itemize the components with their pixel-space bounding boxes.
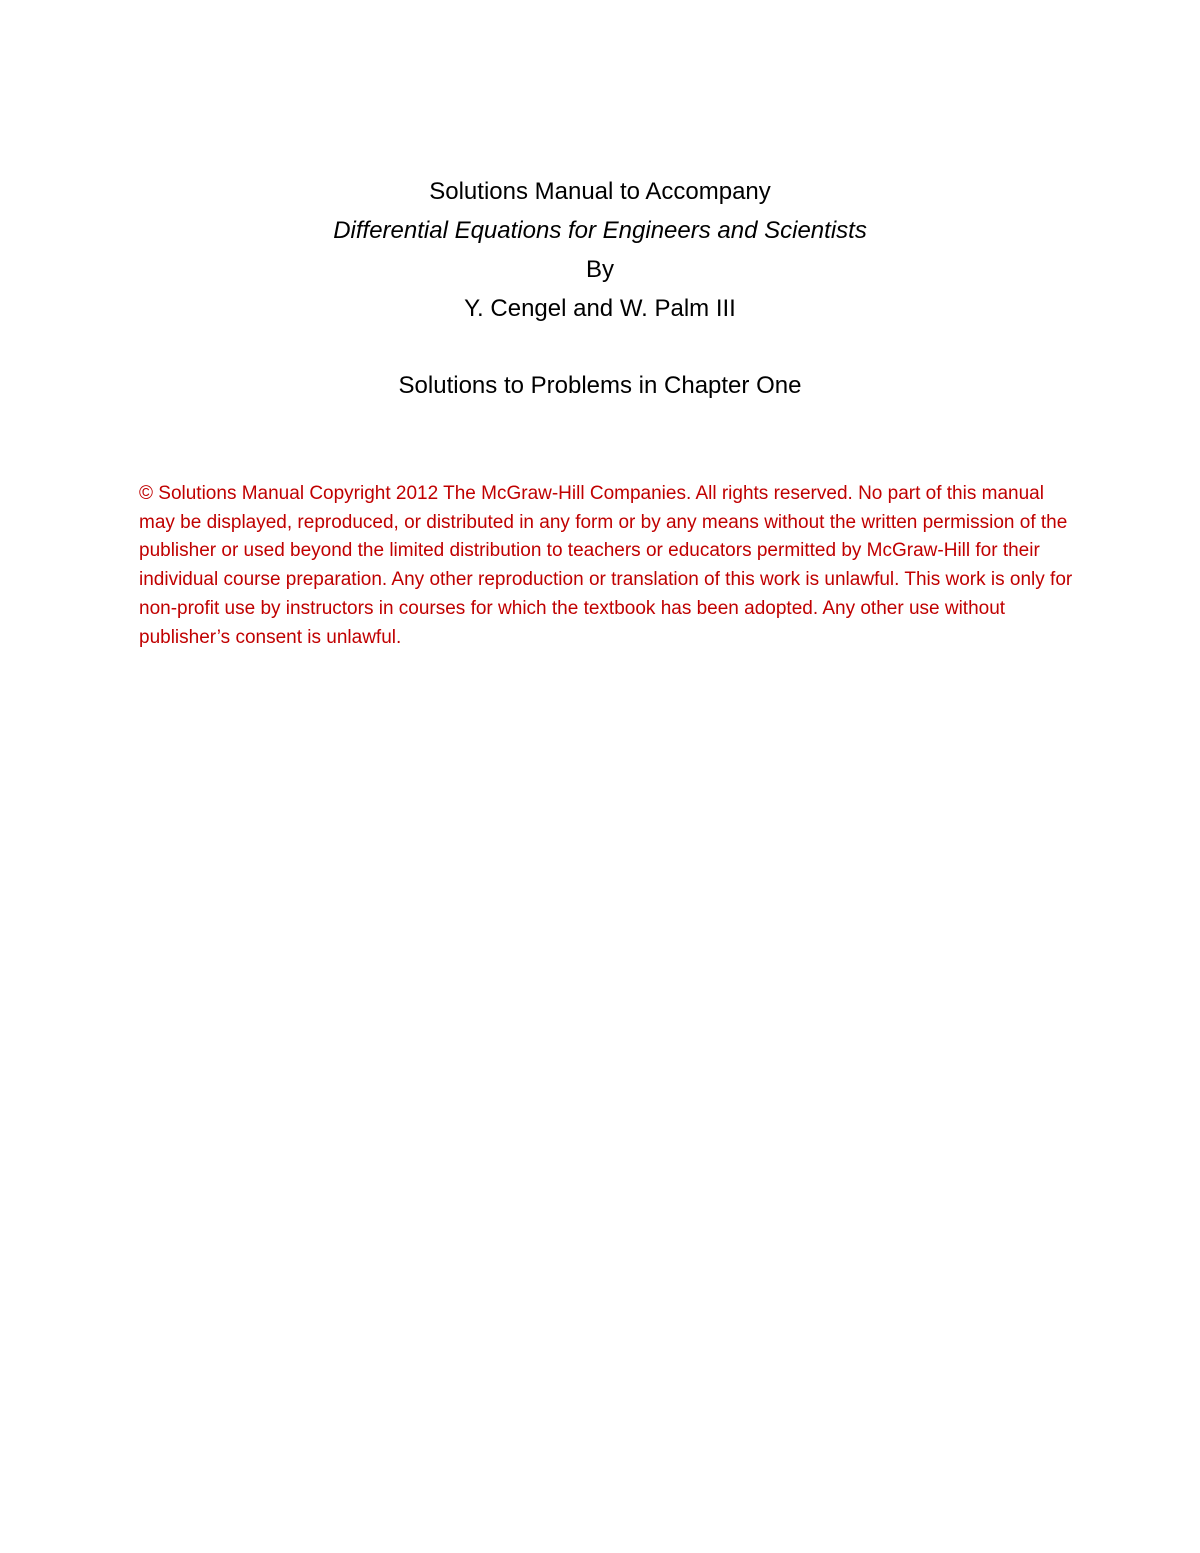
book-title: Differential Equations for Engineers and Scientists <box>333 217 867 244</box>
by-label: By <box>585 256 614 283</box>
title-line-1: Solutions Manual to Accompany <box>429 178 771 205</box>
chapter-heading: Solutions to Problems in Chapter One <box>398 372 802 399</box>
copyright-notice: © Solutions Manual Copyright 2012 The McGraw-Hill Companies. All rights reserved. No part of this manual may be displayed, reproduced, or distributed in any form or by any means without the written permission of the publisher or used beyond the limited distribution to teachers or educators permitted by McGraw-Hill for their individual course preparation. Any other reproduction or translation of this work is unlawful. This work is only for non-profit use by instructors in courses for which the textbook has been adopted. Any other use without publisher’s consent is unlawful. <box>139 483 1073 648</box>
title-block <box>0 172 1200 328</box>
authors: Y. Cengel and W. Palm III <box>464 295 736 322</box>
